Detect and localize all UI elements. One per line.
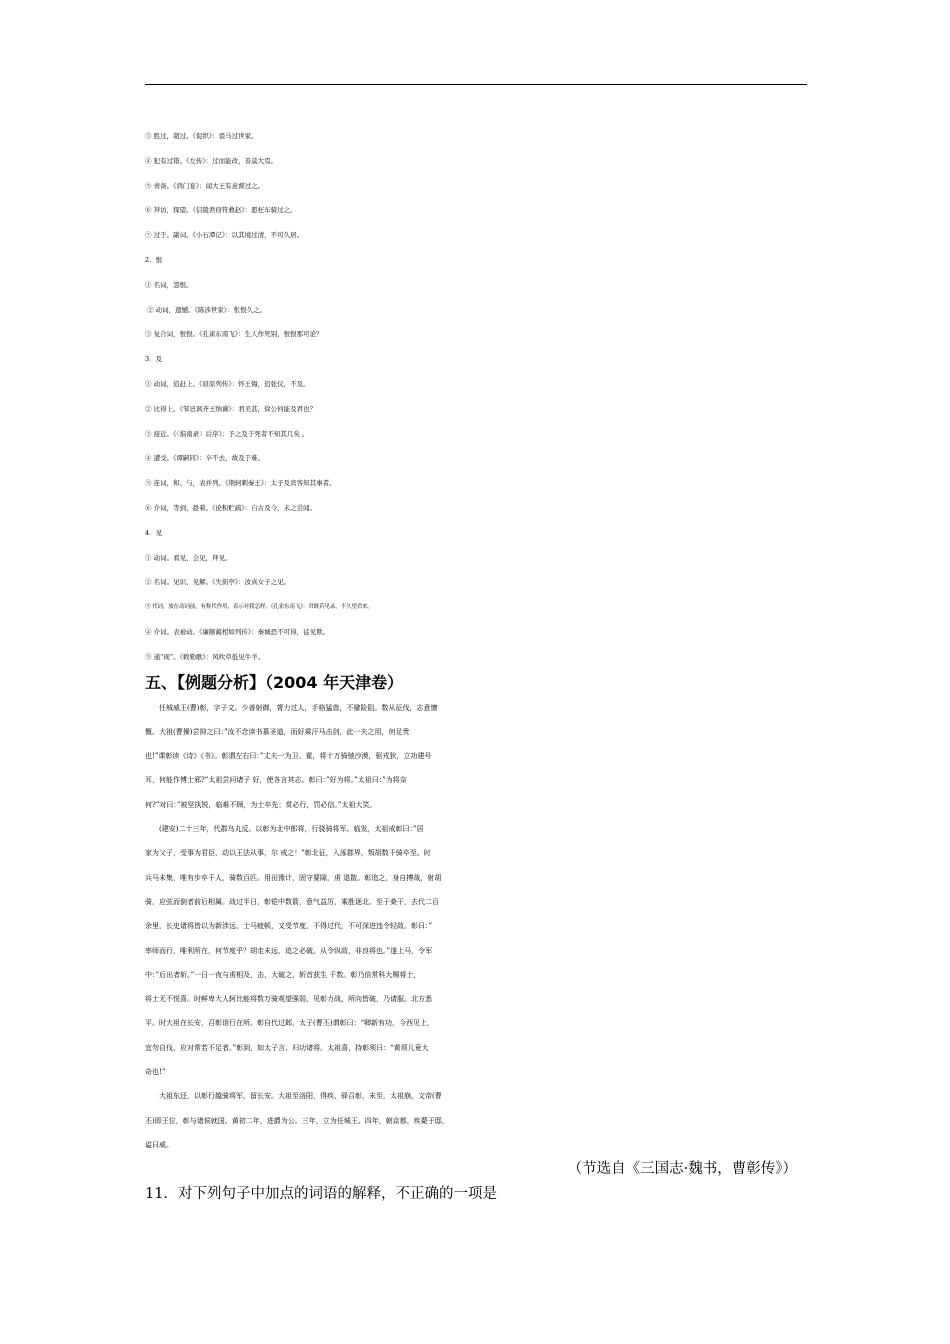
passage-line: 余里，长史诸将皆以为新涉远，士马疲顿，又受节度，不得过代，不可深进违令轻敌。彰曰：”: [145, 922, 433, 931]
definition-line: ③ 接近。《〈指南录〉后序》：予之及于死者不知其几矣 。: [145, 429, 309, 438]
definition-line: ③ 胜过，超过。《促织》：裘马过世家。: [145, 132, 258, 140]
document-body: [145, 124, 815, 1207]
definition-line: ① 名词，怨恨。: [145, 280, 193, 289]
definition-line: ⑥ 介词，等到，趁着。《论积贮疏》：自古及今，未之尝闻。: [145, 503, 317, 512]
definition-line: ② 名词。见识、见解。《失街亭》：汝真女子之见。: [145, 578, 291, 587]
passage-line: 兵马未集，唯有步卒千人，骑数百匹。用田豫计，固守要隙，虏 退散。彰追之，身自搏战，射胡: [145, 873, 442, 882]
passage-line: 谥曰威。: [145, 1140, 173, 1149]
passage-line: 丕)即王位，彰与诸侯就国。黄初二年，进爵为公。三年，立为任城王。四年，朝京都，疾薨于邸，: [145, 1116, 449, 1125]
definition-line: ⑤ 通“现”。《敕勒歌》：风吹草低见牛羊。: [145, 652, 265, 661]
definition-line: ① 动词。看见，会见，拜见。: [145, 553, 232, 562]
passage-line: 奇也!”: [145, 1067, 166, 1076]
passage-line: 何?”对曰：”被坚执锐，临难不顾，为士卒先；赏必行，罚必信。”太祖大笑。: [145, 800, 377, 809]
passage-line: 家为父子，受事为君臣，动以王法从事，尔 戒之！”彰北征，入涿郡界，叛胡数千骑卒至。时: [145, 849, 431, 858]
definition-line: ⑤ 责备。《鸿门宴》：闻大王有意督过之。: [145, 181, 265, 190]
passage-line: 中：”后出者斩。”一日一夜与虏相及，击，大破之，斩首获生 千数。彰乃倍常科大赐将士，: [145, 970, 421, 979]
question-stem: 11．对下列句子中加点的词语的解释，不正确的一项是: [145, 1186, 497, 1203]
passage-line: 骑，应弦而倒者前后相属。战过半日，彰铠中数箭，意气益厉，乘胜逐北。至于桑干，去代二百: [145, 897, 439, 906]
definition-line: ④ 介词。表被动。《廉颇蔺相如列传》：秦城恐不可得，徒见欺。: [145, 627, 330, 636]
word-heading: 2．恨: [145, 255, 163, 264]
definition-line: ⑤ 连词，和、与，表并列。《荆轲刺秦王》：太子及宾客知其事者。: [145, 479, 336, 488]
definition-line: ⑥ 拜访，探望。《信陵君窃符救赵》：愿枉车骑过之。: [145, 206, 297, 215]
definition-line: ① 动词，追赶上。《屈原列传》：怀王悔，追张仪，不及。: [145, 379, 310, 388]
passage-source: （节选自《三国志·魏书，曹彰传》）: [567, 1161, 797, 1178]
definition-line: ④ 遭受。《谭嗣同》：卒不去，故及于难。: [145, 454, 265, 463]
passage-line: 平。时大祖在长安，召彰诣行在所。彰自代过邺，太子(曹丕)谓彰曰：“卿新有功，今西见上，: [145, 1019, 435, 1028]
passage-line: 耳，何能作博士邪?”太祖尝问诸子 好，使各言其志。彰曰：”好为将。”太祖曰：”为将奈: [145, 776, 407, 785]
passage-line: 也!”课彰读《诗》《书》。彰谓左右曰：”丈夫一为卫、霍，将十万骑驰沙漠，驱戎狄，立功建号: [145, 752, 432, 761]
classical-passage: [145, 696, 815, 1158]
section-heading: 五、【例题分析】（2004 年天津卷）: [145, 672, 404, 692]
definition-line: ② 动词，遗憾。《陈涉世家》：怅恨久之。: [145, 305, 267, 314]
definition-list: [145, 124, 815, 670]
definition-line: ③ 复合词，恨恨。《孔雀东南飞》：生人作死别，恨恨那可论？: [145, 330, 323, 339]
definition-line: ③ 代词。放在动词前，有称代作用，表示对我怎样。《孔雀东南飞》：君既若见录，不久望君来。: [145, 604, 373, 611]
passage-line: 任城威王(曹)彰，字子文。少善射御，膂力过人，手格猛兽，不避险阻。数从征伐，志意慷: [145, 703, 438, 712]
passage-line: 率师而行，唯利所在，何节度乎？胡走未远，追之必破。从令纵敌，非良将也。”遂上马，令军: [145, 946, 433, 955]
header-rule: [145, 84, 807, 85]
word-heading: 3．及: [145, 355, 163, 364]
passage-line: 将士无不悦喜。时鲜卑大人轲比能将数万骑观望强弱，见彰力战，所向皆破，乃请服。北方悉: [145, 995, 432, 1004]
word-heading: 4．见: [145, 528, 163, 537]
passage-line: 慨。大祖(曹操)尝抑之曰：”汝不念读书慕圣道，而好乘汗马击剑，此一夫之用，何足贵: [145, 727, 410, 736]
passage-line: (建安)二十三年，代郡乌丸反。以彰为北中郎将，行骁骑将军。临发，太祖戒彰曰：”居: [145, 825, 424, 834]
definition-line: ④ 犯有过错。《左传》：过而能改，善莫大焉。: [145, 156, 278, 165]
passage-line: 大祖东还，以彰行越骑将军，留长安。大祖至洛阳，得疾，驿召彰，未至，太祖崩。文帝(曹: [145, 1092, 442, 1101]
definition-line: ⑦ 过于。副词。《小石潭记》：以其境过清，不可久居。: [145, 231, 304, 240]
passage-line: 宜勿自伐，应对常若不足者。”彰到，如太子言，归功诸将。太祖喜，持彰须曰：“黄须儿竟大: [145, 1043, 429, 1052]
definition-line: ② 比得上。《邹忌讽齐王纳谏》：君美甚，徐公何能及君也？: [145, 404, 317, 413]
